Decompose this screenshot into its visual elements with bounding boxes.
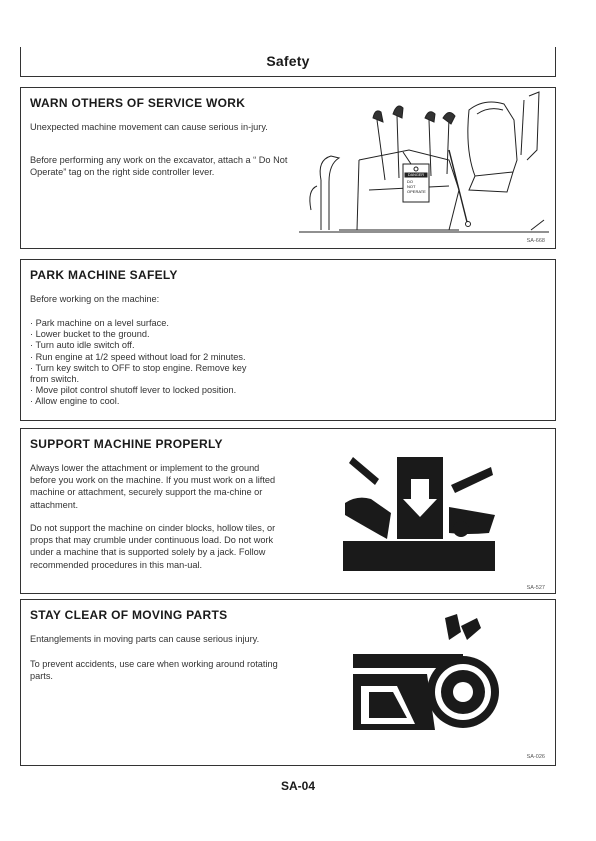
page-number: SA-04: [280, 779, 315, 793]
list-item: · Allow engine to cool.: [30, 396, 120, 407]
paragraph: Entanglements in moving parts can cause serious injury.: [30, 634, 260, 644]
intro-text: Before working on the machine:: [30, 294, 160, 304]
section-title: WARN OTHERS OF SERVICE WORK: [30, 96, 246, 110]
entanglement-hazard-icon: [349, 612, 509, 742]
list-item: · Turn key switch to OFF to stop engine. Remove key: [30, 362, 247, 373]
section-title: STAY CLEAR OF MOVING PARTS: [30, 608, 228, 622]
page-header: [20, 47, 556, 77]
list-item: · Move pilot control shutoff lever to locked position.: [30, 385, 237, 396]
tag-line: DO: [407, 179, 413, 184]
tag-danger-label: DANGER: [407, 173, 425, 177]
section-moving-parts: [20, 599, 556, 766]
figure-code: SA-668: [526, 238, 545, 244]
page-title: Safety: [266, 53, 310, 69]
crush-hazard-icon: [339, 449, 499, 577]
list-item: · Run engine at 1/2 speed without load for 2 minutes.: [30, 351, 246, 362]
list-item: · Turn auto idle switch off.: [30, 340, 135, 351]
checklist: [30, 318, 247, 408]
tag-line: OPERATE: [407, 189, 426, 194]
section-title: SUPPORT MACHINE PROPERLY: [30, 437, 223, 451]
section-title: PARK MACHINE SAFELY: [30, 268, 178, 282]
list-item: · Park machine on a level surface.: [30, 318, 169, 328]
list-item: · Lower bucket to the ground.: [30, 329, 150, 340]
section-park-machine: [20, 259, 556, 421]
section-warn-others: [20, 87, 556, 249]
excavator-cab-illustration: [299, 90, 551, 240]
figure-code: SA-527: [526, 585, 545, 591]
section-support-machine: [20, 428, 556, 594]
figure-code: SA-026: [526, 754, 545, 760]
tag-line: NOT: [407, 184, 416, 189]
paragraph: Always lower the attachment or implement to the ground before you work on the machine. If you must work on a lifted machine or attachment, securely support the ma-chine or attachment.: [30, 463, 276, 510]
paragraph: Do not support the machine on cinder blocks, hollow tiles, or props that may crumble under continuous load. Do not work under a machine that is supported solely by a jack. Follow recommended procedures in this man-ual.: [30, 523, 276, 570]
list-item: from switch.: [30, 374, 80, 385]
paragraph: Unexpected machine movement can cause serious in-jury.: [30, 122, 268, 132]
paragraph: To prevent accidents, use care when working around rotating parts.: [30, 659, 278, 682]
paragraph: Before performing any work on the excavator, attach a “ Do Not Operate” tag on the right side controller lever.: [30, 155, 288, 178]
